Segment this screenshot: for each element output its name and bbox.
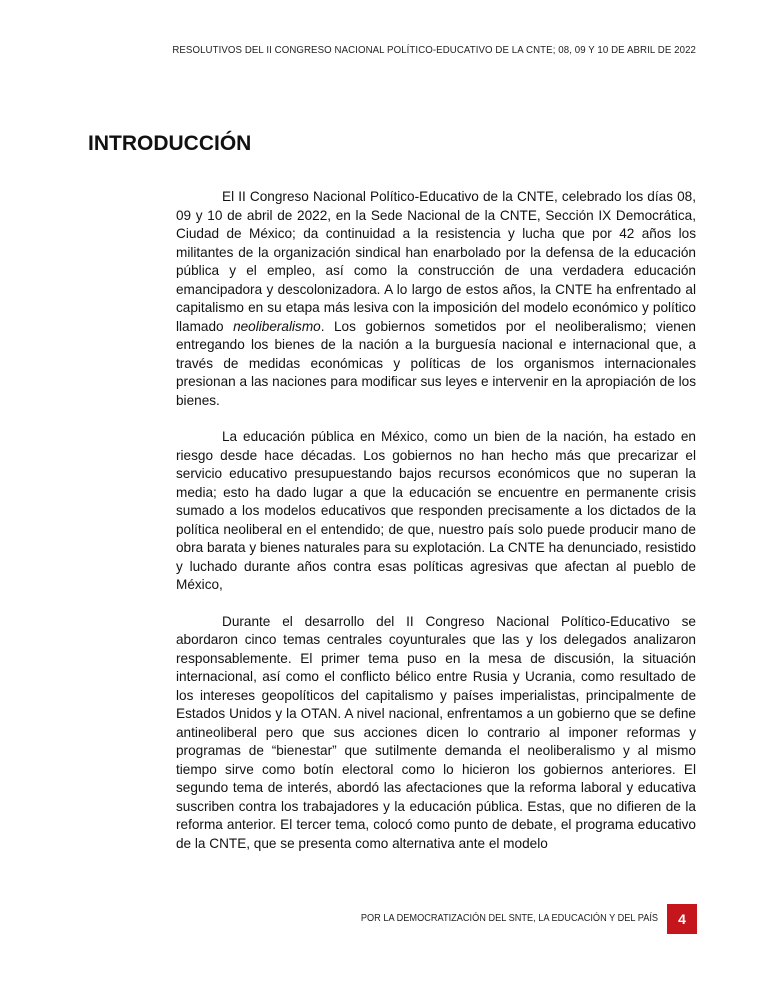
paragraph-1 — [176, 188, 696, 410]
running-header-text: RESOLUTIVOS DEL II CONGRESO NACIONAL POLÍTICO-EDUCATIVO DE LA CNTE; 08, 09 Y 10 DE ABRIL DE 2022 — [172, 44, 696, 56]
footer-slogan: POR LA DEMOCRATIZACIÓN DEL SNTE, LA EDUCACIÓN Y DEL PAÍS — [360, 913, 658, 924]
paragraph-1-emphasis: neoliberalismo — [233, 318, 321, 334]
paragraph-2: La educación pública en México, como un bien de la nación, ha estado en riesgo desde hace décadas. Los gobiernos no han hecho más que precarizar el servicio educativo presupuestando bajos recursos económicos que no superan la media; esto ha dado lugar a que la educación se encuentre en permanente crisis sumado a los modelos educativos que responden precisamente a los dictados de la política neoliberal en el entendido; de que, nuestro país solo puede producir mano de obra barata y bienes naturales para su explotación. La CNTE ha denunciado, resistido y luchado durante años contra esas políticas agresivas que afectan al pueblo de México, — [176, 429, 696, 592]
section-title: INTRODUCCIÓN — [88, 132, 252, 155]
page-footer — [0, 904, 768, 934]
page-number: 4 — [678, 911, 686, 927]
paragraph-1-part-2: . Los gobiernos sometidos por el neoliberalismo; vienen entregando los bienes de la nación a la burguesía nacional e internacional que, a través de medidas económicas y políticas de los organismos internacionales presionan a las naciones para modificar sus leyes e intervenir en la apropiación de los bienes. — [176, 318, 696, 408]
paragraph-1-part-1: El II Congreso Nacional Político-Educativo de la CNTE, celebrado los días 08, 09 y 10 de abril de 2022, en la Sede Nacional de la CNTE, Sección IX Democrática, Ciudad de México; da continuidad a la resistencia y lucha que por 42 años los militantes de la organización sindical han enarbolado por la defensa de la educación pública y el empleo, así como la construcción de una verdadera educación emancipadora y descolonizadora. A lo largo de estos años, la CNTE ha enfrentado al capitalismo en su etapa más lesiva con la imposición del modelo económico y político llamado — [176, 189, 696, 334]
page-number-badge — [667, 904, 697, 934]
paragraph-3: Durante el desarrollo del II Congreso Nacional Político-Educativo se abordaron cinco temas centrales coyunturales que las y los delegados analizaron responsablemente. El primer tema puso en la mesa de discusión, la situación internacional, así como el conflicto bélico entre Rusia y Ucrania, como resultado de los intereses geopolíticos del capitalismo y países imperialistas, principalmente de Estados Unidos y la OTAN. A nivel nacional, enfrentamos a un gobierno que se define antineoliberal pero que sus acciones dicen lo contrario al imponer reformas y programas de “bienestar” que sutilmente demanda el neoliberalismo y al mismo tiempo sirve como botín electoral como lo hicieron los gobiernos anteriores. El segundo tema de interés, abordó las afectaciones que la reforma laboral y educativa suscriben contra los trabajadores y la educación pública. Estas, que no difieren de la reforma anterior. El tercer tema, colocó como punto de debate, el programa educativo de la CNTE, que se presenta como alternativa ante el modelo — [176, 613, 696, 851]
running-header — [56, 44, 696, 56]
body-text — [176, 188, 696, 871]
